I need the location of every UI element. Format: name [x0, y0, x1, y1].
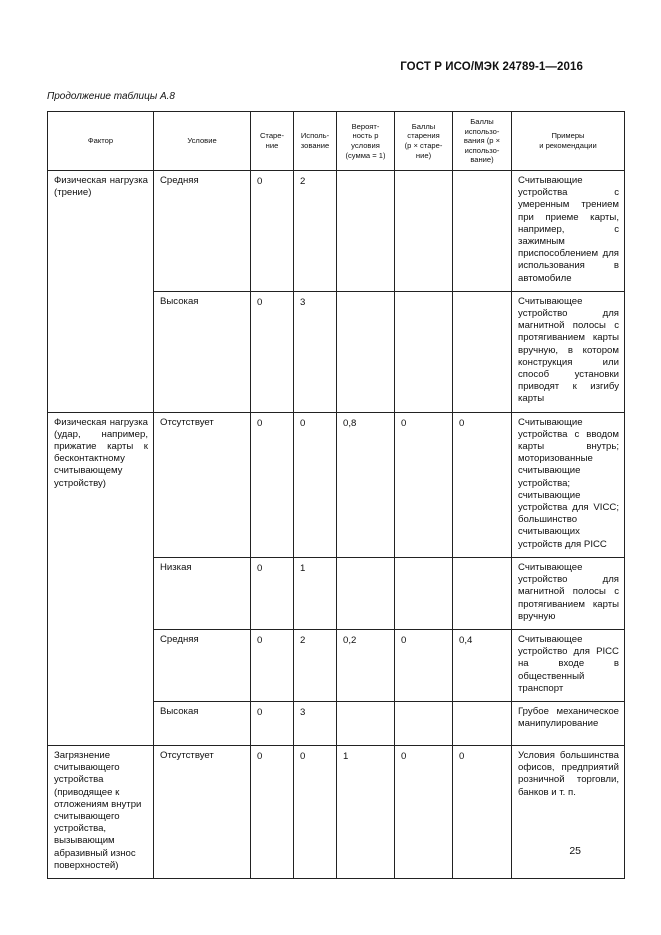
aging-cell: 0 [251, 291, 294, 412]
col-examples: Примеры и рекомендации [512, 112, 625, 171]
examples-cell: Считывающие устройства с умеренным трением при приеме карты, например, с зажимным приспособлением для использования в автомобиле [512, 171, 625, 292]
condition-cell: Высокая [154, 701, 251, 745]
usage-score-cell [453, 291, 512, 412]
table-caption: Продолжение таблицы А.8 [47, 91, 175, 102]
usage-score-cell: 0 [453, 745, 512, 878]
examples-cell: Считывающее устройство для магнитной полосы с протягиванием карты вручную, в котором конструкция или способ установки приводят к изгибу карты [512, 291, 625, 412]
usage-cell: 3 [294, 291, 337, 412]
factor-table [47, 111, 625, 879]
table-row [48, 745, 625, 878]
examples-cell: Считывающее устройство для магнитной полосы с протягиванием карты вручную [512, 557, 625, 629]
condition-cell: Высокая [154, 291, 251, 412]
col-condition: Условие [154, 112, 251, 171]
condition-cell: Низкая [154, 557, 251, 629]
table-header-row [48, 112, 625, 171]
usage-score-cell [453, 701, 512, 745]
table-row [48, 171, 625, 292]
probability-cell: 0,8 [337, 412, 395, 557]
aging-score-cell: 0 [395, 412, 453, 557]
usage-cell: 0 [294, 745, 337, 878]
condition-cell: Отсутствует [154, 745, 251, 878]
document-header: ГОСТ Р ИСО/МЭК 24789-1—2016 [400, 61, 583, 73]
usage-score-cell [453, 171, 512, 292]
table-row [48, 412, 625, 557]
aging-cell: 0 [251, 412, 294, 557]
usage-cell: 0 [294, 412, 337, 557]
aging-cell: 0 [251, 171, 294, 292]
col-usage: Исполь- зование [294, 112, 337, 171]
usage-score-cell: 0 [453, 412, 512, 557]
examples-cell: Считывающее устройство для PICC на входе в общественный транспорт [512, 629, 625, 701]
condition-cell: Средняя [154, 171, 251, 292]
condition-cell: Отсутствует [154, 412, 251, 557]
aging-score-cell [395, 701, 453, 745]
aging-score-cell: 0 [395, 745, 453, 878]
factor-cell: Загрязнение считывающего устройства (приводящее к отложениям внутри считывающего устройства, вызывающим абразивный износ поверхностей) [48, 745, 154, 878]
col-aging: Старе- ние [251, 112, 294, 171]
aging-cell: 0 [251, 701, 294, 745]
examples-cell: Условия большинства офисов, предприятий розничной торговли, банков и т. п. [512, 745, 625, 878]
probability-cell [337, 291, 395, 412]
usage-cell: 1 [294, 557, 337, 629]
probability-cell [337, 701, 395, 745]
probability-cell: 1 [337, 745, 395, 878]
aging-score-cell [395, 171, 453, 292]
usage-cell: 3 [294, 701, 337, 745]
condition-cell: Средняя [154, 629, 251, 701]
aging-cell: 0 [251, 745, 294, 878]
col-aging-score: Баллы старения (p × старе- ние) [395, 112, 453, 171]
col-probability: Вероят- ность p условия (сумма = 1) [337, 112, 395, 171]
usage-cell: 2 [294, 171, 337, 292]
aging-cell: 0 [251, 629, 294, 701]
page-number: 25 [569, 845, 581, 857]
aging-score-cell: 0 [395, 629, 453, 701]
factor-cell: Физическая нагрузка (трение) [48, 171, 154, 413]
probability-cell [337, 171, 395, 292]
examples-cell: Считывающие устройства с вводом карты внутрь; моторизованные считывающие устройства; считывающие устройства для VICC; большинство считывающих устройств для PICC [512, 412, 625, 557]
aging-score-cell [395, 557, 453, 629]
probability-cell [337, 557, 395, 629]
col-usage-score: Баллы использо- вания (p × использо- вание) [453, 112, 512, 171]
usage-cell: 2 [294, 629, 337, 701]
col-factor: Фактор [48, 112, 154, 171]
aging-cell: 0 [251, 557, 294, 629]
probability-cell: 0,2 [337, 629, 395, 701]
aging-score-cell [395, 291, 453, 412]
examples-cell: Грубое механическое манипулирование [512, 701, 625, 745]
usage-score-cell: 0,4 [453, 629, 512, 701]
factor-cell: Физическая нагрузка (удар, например, прижатие карты к бесконтактному считывающему устройству) [48, 412, 154, 745]
usage-score-cell [453, 557, 512, 629]
